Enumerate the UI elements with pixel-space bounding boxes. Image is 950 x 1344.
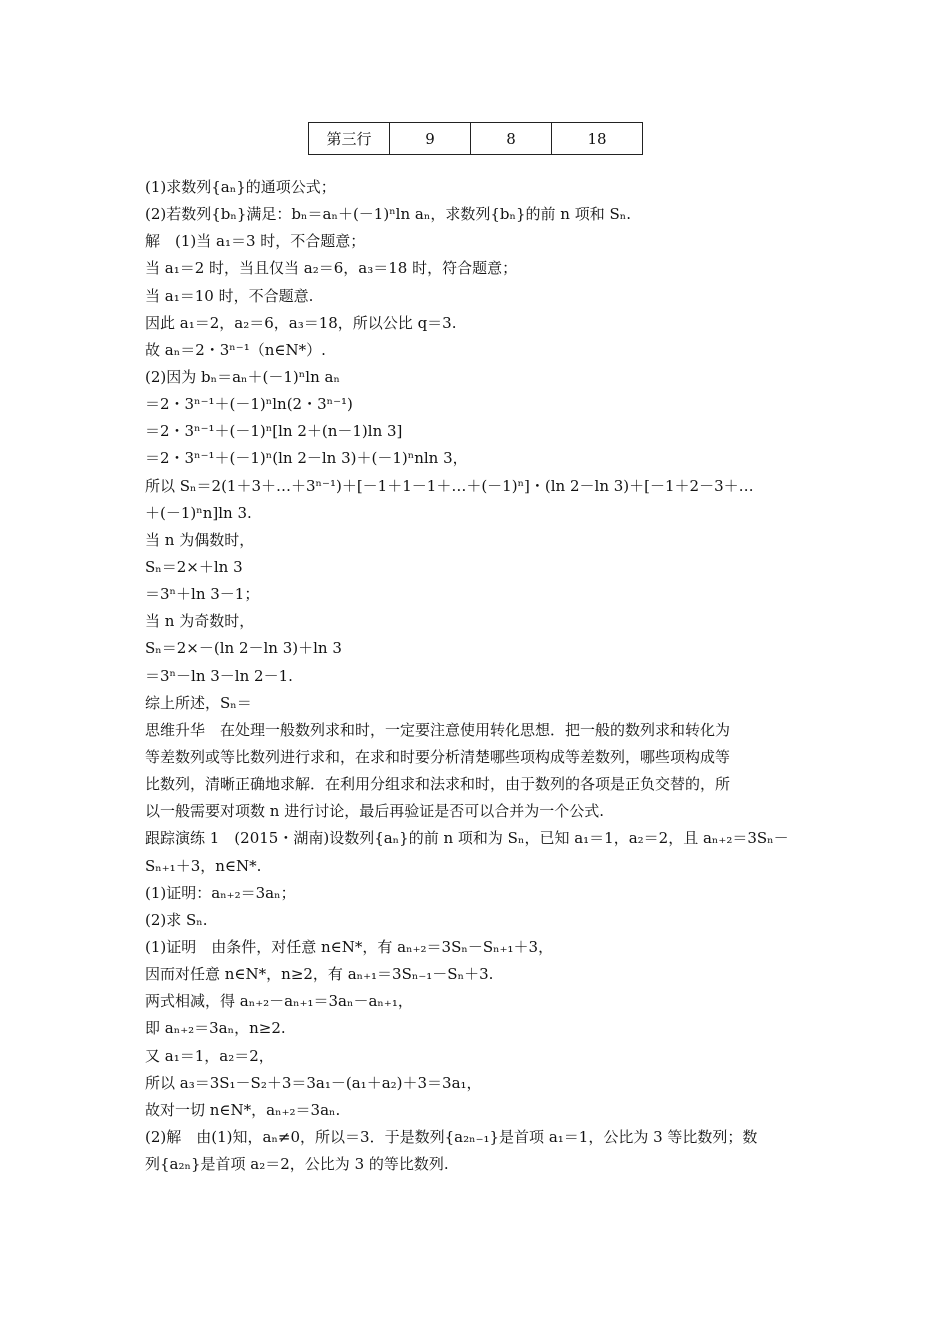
text-line: 综上所述，Sₙ＝ (145, 693, 252, 712)
text-line: 跟踪演练 1 (2015・湖南)设数列{aₙ}的前 n 项和为 Sₙ，已知 a₁＝1，a₂＝2，且 aₙ₊₂＝3Sₙ－ (145, 829, 789, 848)
text-line: ＝2・3ⁿ⁻¹＋(－1)ⁿ(ln 2－ln 3)＋(－1)ⁿnln 3， (145, 449, 468, 468)
text-line: 故 aₙ＝2・3ⁿ⁻¹（n∈N*）. (145, 340, 326, 359)
text-line: 因而对任意 n∈N*，n≥2，有 aₙ₊₁＝3Sₙ₋₁－Sₙ＋3. (145, 965, 494, 984)
text-line: 当 a₁＝2 时，当且仅当 a₂＝6，a₃＝18 时，符合题意； (145, 259, 518, 278)
text-line: 思维升华 在处理一般数列求和时，一定要注意使用转化思想．把一般的数列求和转化为 (145, 720, 731, 739)
text-line: 当 n 为奇数时， (145, 612, 255, 631)
text-line: (1)求数列{aₙ}的通项公式； (145, 178, 336, 196)
text-line: 列{a₂ₙ}是首项 a₂＝2，公比为 3 的等比数列. (145, 1155, 449, 1174)
text-line: 解 (1)当 a₁＝3 时，不合题意； (145, 232, 366, 251)
text-line: ＝2・3ⁿ⁻¹＋(－1)ⁿln(2・3ⁿ⁻¹) (145, 395, 353, 414)
table-cell: 第三行 (309, 123, 390, 155)
text-line: 当 a₁＝10 时，不合题意. (145, 286, 314, 305)
text-line: 以一般需要对项数 n 进行讨论，最后再验证是否可以合并为一个公式. (145, 802, 604, 821)
table-cell: 8 (471, 123, 552, 155)
table-cell: 18 (552, 123, 643, 155)
text-line: 等差数列或等比数列进行求和，在求和时要分析清楚哪些项构成等差数列，哪些项构成等 (145, 747, 731, 766)
text-line: 两式相减，得 aₙ₊₂－aₙ₊₁＝3aₙ－aₙ₊₁， (145, 992, 413, 1011)
text-line: ＝3ⁿ＋ln 3－1； (145, 585, 260, 604)
text-line: (2)解 由(1)知，aₙ≠0，所以＝3．于是数列{a₂ₙ₋₁}是首项 a₁＝1，公比为 3 等比数列；数 (145, 1127, 758, 1146)
table-row (309, 123, 643, 155)
text-line: 所以 Sₙ＝2(1＋3＋…＋3ⁿ⁻¹)＋[－1＋1－1＋…＋(－1)ⁿ]・(ln 2－ln 3)＋[－1＋2－3＋… (145, 476, 754, 495)
text-line: 即 aₙ₊₂＝3aₙ，n≥2. (145, 1019, 286, 1038)
text-line: Sₙ＝2×－(ln 2－ln 3)＋ln 3 (145, 639, 342, 658)
text-line: (2)求 Sₙ. (145, 910, 208, 929)
text-line: (1)证明：aₙ₊₂＝3aₙ； (145, 883, 296, 902)
text-line: ＝2・3ⁿ⁻¹＋(－1)ⁿ[ln 2＋(n－1)ln 3] (145, 422, 403, 441)
text-line: Sₙ＝2×＋ln 3 (145, 557, 243, 576)
text-line: 故对一切 n∈N*，aₙ₊₂＝3aₙ. (145, 1100, 341, 1119)
text-line: 又 a₁＝1，a₂＝2， (145, 1046, 274, 1065)
text-line: 因此 a₁＝2，a₂＝6，a₃＝18，所以公比 q＝3. (145, 313, 457, 332)
text-line: 比数列，清晰正确地求解．在利用分组求和法求和时，由于数列的各项是正负交替的，所 (145, 775, 731, 794)
document-body (145, 174, 813, 1178)
text-line: (2)若数列{bₙ}满足：bₙ＝aₙ＋(－1)ⁿln aₙ，求数列{bₙ}的前 n 项和 Sₙ. (145, 205, 632, 224)
table-cell: 9 (390, 123, 471, 155)
text-line: 所以 a₃＝3S₁－S₂＋3＝3a₁－(a₁＋a₂)＋3＝3a₁， (145, 1073, 482, 1092)
text-line: 当 n 为偶数时， (145, 530, 255, 549)
text-line: (2)因为 bₙ＝aₙ＋(－1)ⁿln aₙ (145, 367, 340, 386)
data-table (308, 122, 643, 155)
text-line: Sₙ₊₁＋3，n∈N*. (145, 856, 262, 875)
text-line: (1)证明 由条件，对任意 n∈N*，有 aₙ₊₂＝3Sₙ－Sₙ₊₁＋3， (145, 937, 554, 956)
text-line: ＝3ⁿ－ln 3－ln 2－1. (145, 666, 293, 685)
text-line: ＋(－1)ⁿn]ln 3. (145, 503, 252, 522)
